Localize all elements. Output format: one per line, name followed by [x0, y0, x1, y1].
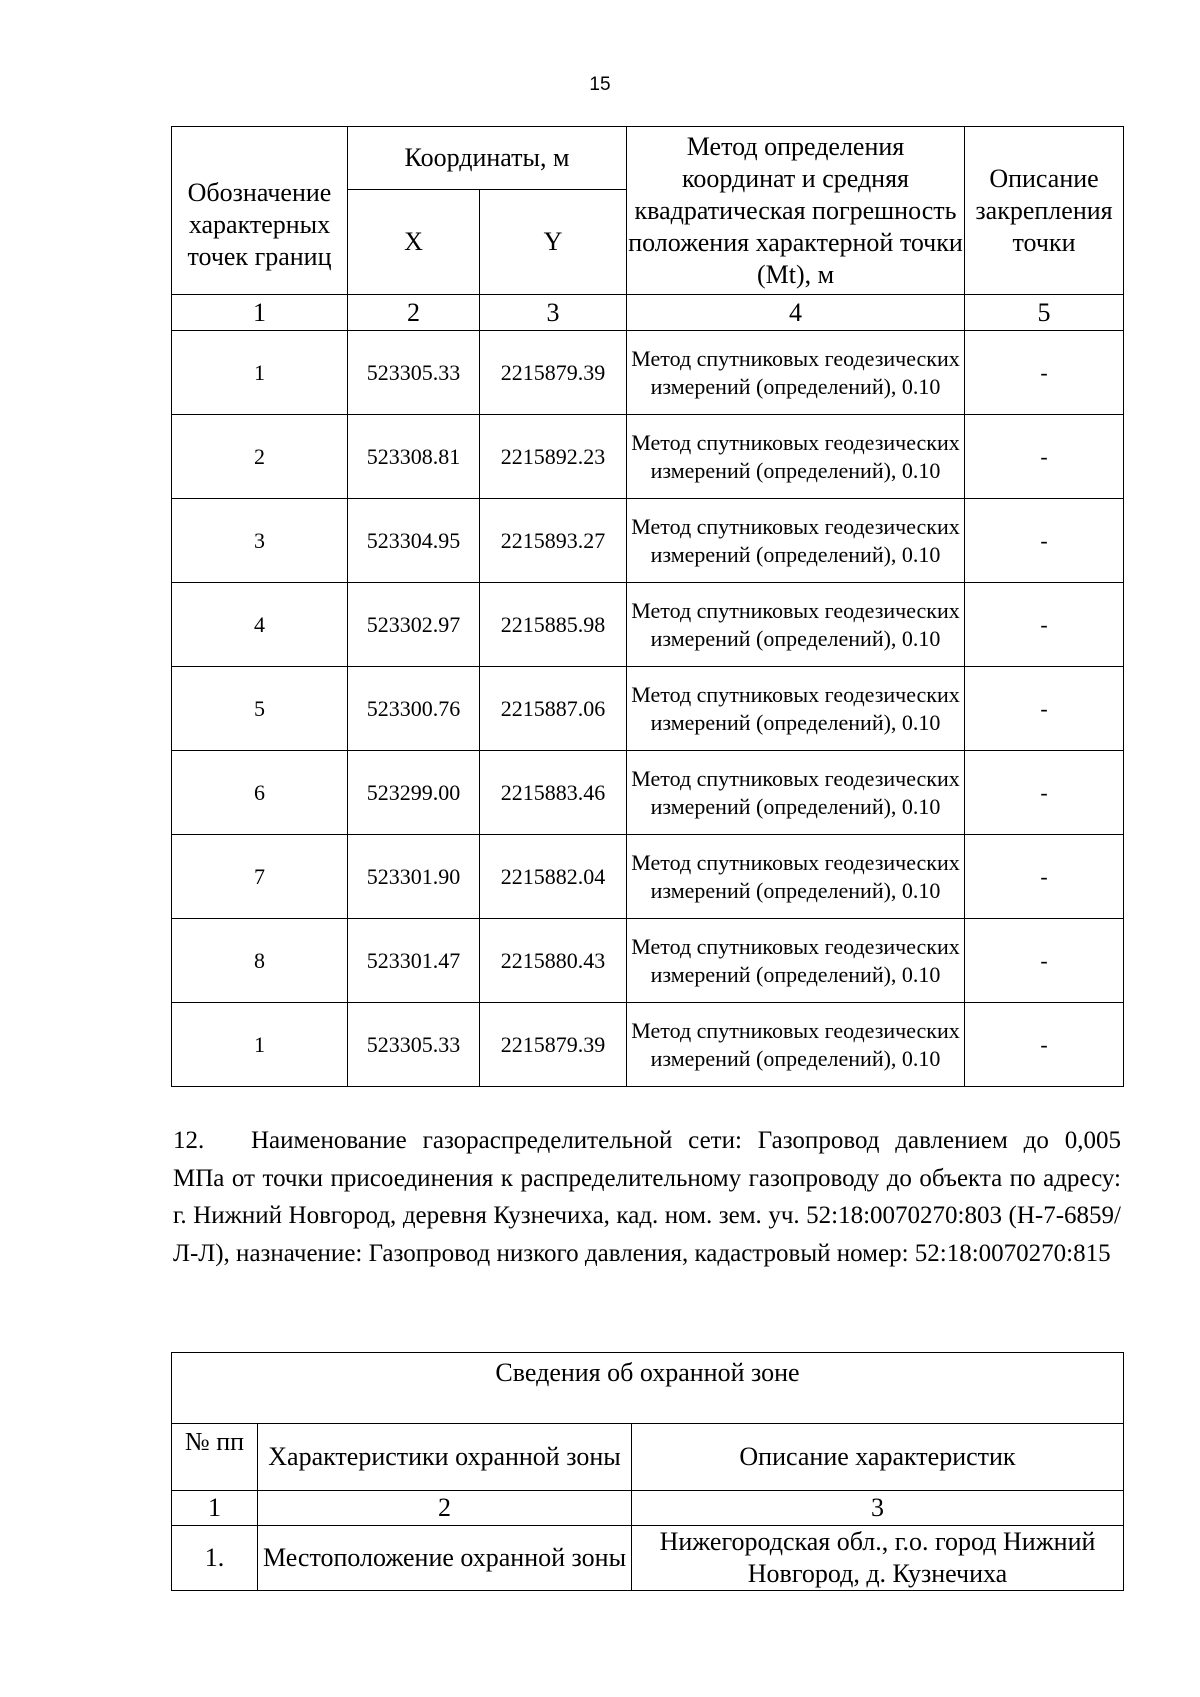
- header-x: X: [348, 190, 480, 295]
- y-coordinate: 2215880.43: [480, 919, 627, 1003]
- y-coordinate: 2215893.27: [480, 499, 627, 583]
- x-coordinate: 523308.81: [348, 415, 480, 499]
- zone-characteristic: Местоположение охранной зоны: [258, 1526, 632, 1591]
- column-number: 1: [172, 1491, 258, 1526]
- header-point-designation: Обозначение характерных точек границ: [172, 127, 348, 295]
- header-fixing-description: Описание закрепления точки: [965, 127, 1124, 295]
- section-12-paragraph: [173, 1122, 1121, 1272]
- y-coordinate: 2215882.04: [480, 835, 627, 919]
- fixing-description: -: [965, 331, 1124, 415]
- x-coordinate: 523300.76: [348, 667, 480, 751]
- method-description: Метод спутниковых геодезических измерений (определений), 0.10: [627, 1003, 965, 1087]
- table-row: [172, 1526, 1124, 1591]
- zone-table-title: Сведения об охранной зоне: [172, 1353, 1124, 1424]
- table-row: [172, 667, 1124, 751]
- point-number: 3: [172, 499, 348, 583]
- section-number: 12.: [173, 1127, 205, 1154]
- table-row: [172, 835, 1124, 919]
- x-coordinate: 523302.97: [348, 583, 480, 667]
- method-description: Метод спутниковых геодезических измерений (определений), 0.10: [627, 919, 965, 1003]
- y-coordinate: 2215879.39: [480, 331, 627, 415]
- table-row: [172, 919, 1124, 1003]
- column-number: 3: [632, 1491, 1124, 1526]
- method-description: Метод спутниковых геодезических измерений (определений), 0.10: [627, 835, 965, 919]
- row-number: 1.: [172, 1526, 258, 1591]
- point-number: 5: [172, 667, 348, 751]
- column-number: 4: [627, 295, 965, 331]
- x-coordinate: 523305.33: [348, 1003, 480, 1087]
- column-number: 2: [348, 295, 480, 331]
- column-number: 2: [258, 1491, 632, 1526]
- header-row-number: № пп: [172, 1424, 258, 1491]
- coordinates-table: [171, 126, 1124, 1087]
- point-number: 4: [172, 583, 348, 667]
- x-coordinate: 523305.33: [348, 331, 480, 415]
- table-row: [172, 751, 1124, 835]
- point-number: 1: [172, 1003, 348, 1087]
- page-number: 15: [589, 74, 611, 95]
- x-coordinate: 523301.47: [348, 919, 480, 1003]
- method-description: Метод спутниковых геодезических измерений (определений), 0.10: [627, 415, 965, 499]
- fixing-description: -: [965, 415, 1124, 499]
- point-number: 2: [172, 415, 348, 499]
- y-coordinate: 2215885.98: [480, 583, 627, 667]
- point-number: 6: [172, 751, 348, 835]
- header-y: Y: [480, 190, 627, 295]
- method-description: Метод спутниковых геодезических измерений (определений), 0.10: [627, 667, 965, 751]
- table-row: [172, 499, 1124, 583]
- table-row: [172, 331, 1124, 415]
- table-row: [172, 583, 1124, 667]
- characteristic-description: Нижегородская обл., г.о. город Нижний Новгород, д. Кузнечиха: [632, 1526, 1124, 1591]
- method-description: Метод спутниковых геодезических измерений (определений), 0.10: [627, 331, 965, 415]
- header-zone-characteristics: Характеристики охранной зоны: [258, 1424, 632, 1491]
- fixing-description: -: [965, 667, 1124, 751]
- x-coordinate: 523304.95: [348, 499, 480, 583]
- fixing-description: -: [965, 499, 1124, 583]
- y-coordinate: 2215887.06: [480, 667, 627, 751]
- y-coordinate: 2215883.46: [480, 751, 627, 835]
- section-text: Наименование газораспределительной сети: Газопровод давлением до 0,005 МПа от точки присоединения к распределительному газопроводу до объекта по адресу: г. Нижний Новгород, деревня Кузнечиха, кад. ном. зем. уч. 52:18:0070270:803 (Н-7-6859/Л-Л), назначение: Газопровод низкого давления, кадастровый номер: 52:18:0070270:815: [173, 1127, 1121, 1267]
- point-number: 8: [172, 919, 348, 1003]
- point-number: 7: [172, 835, 348, 919]
- method-description: Метод спутниковых геодезических измерений (определений), 0.10: [627, 751, 965, 835]
- x-coordinate: 523301.90: [348, 835, 480, 919]
- y-coordinate: 2215879.39: [480, 1003, 627, 1087]
- table-row: [172, 1003, 1124, 1087]
- fixing-description: -: [965, 751, 1124, 835]
- point-number: 1: [172, 331, 348, 415]
- column-number: 5: [965, 295, 1124, 331]
- header-characteristics-description: Описание характеристик: [632, 1424, 1124, 1491]
- header-method: Метод определения координат и средняя квадратическая погрешность положения характерной точки (Mt), м: [627, 127, 965, 295]
- y-coordinate: 2215892.23: [480, 415, 627, 499]
- method-description: Метод спутниковых геодезических измерений (определений), 0.10: [627, 499, 965, 583]
- fixing-description: -: [965, 1003, 1124, 1087]
- column-number: 3: [480, 295, 627, 331]
- fixing-description: -: [965, 583, 1124, 667]
- protection-zone-table: [171, 1352, 1124, 1591]
- x-coordinate: 523299.00: [348, 751, 480, 835]
- method-description: Метод спутниковых геодезических измерений (определений), 0.10: [627, 583, 965, 667]
- fixing-description: -: [965, 835, 1124, 919]
- header-coordinates: Координаты, м: [348, 127, 627, 190]
- table-row: [172, 415, 1124, 499]
- fixing-description: -: [965, 919, 1124, 1003]
- column-number: 1: [172, 295, 348, 331]
